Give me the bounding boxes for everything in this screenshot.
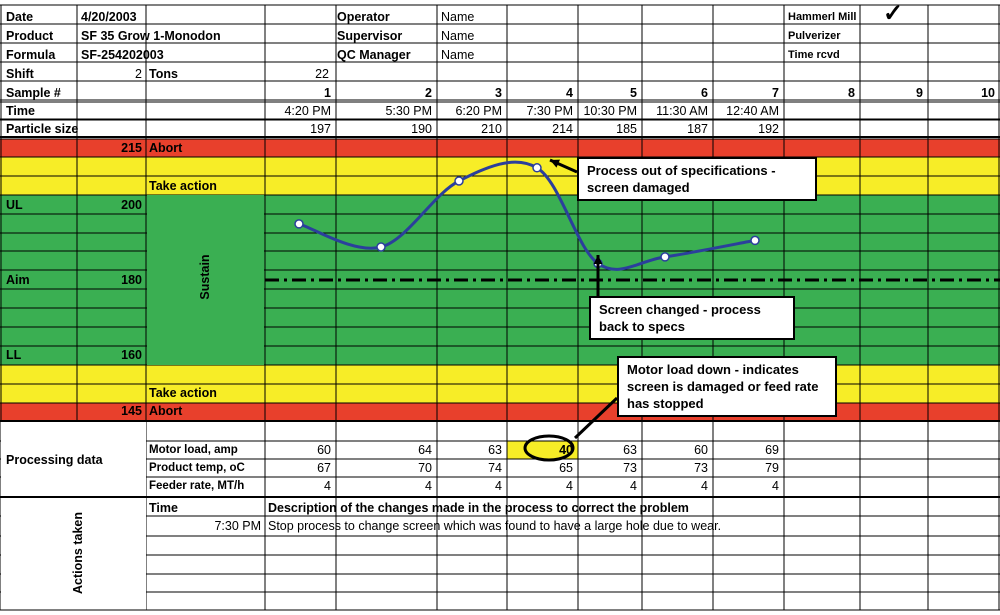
processing-value-cell: 4	[701, 479, 708, 493]
processing-value-cell: 63	[488, 443, 502, 457]
action-entry-time: 7:30 PM	[214, 519, 261, 533]
actions-time-header: Time	[149, 501, 178, 515]
supervisor-label: Supervisor	[337, 29, 403, 43]
time-row-label: Time	[6, 104, 35, 118]
processing-value-cell: 67	[317, 461, 331, 475]
aim-label: Aim	[6, 273, 30, 287]
sample-number-cell: 3	[495, 86, 502, 100]
data-point-3	[455, 177, 463, 185]
processing-value-cell: 79	[765, 461, 779, 475]
abort-lower-label: Abort	[149, 404, 183, 418]
sample-number-cell: 9	[916, 86, 923, 100]
sustain-label: Sustain	[198, 254, 212, 300]
actions-description-header: Description of the changes made in the process to correct the problem	[268, 501, 689, 515]
processing-row-label: Motor load, amp	[149, 444, 238, 456]
data-point-6	[661, 253, 669, 261]
tons-value: 22	[315, 67, 329, 81]
processing-value-cell: 60	[317, 443, 331, 457]
sample-number-cell: 1	[324, 86, 331, 100]
upper-limit-value: 200	[121, 198, 142, 212]
take-action-upper-label: Take action	[149, 179, 217, 193]
processing-value-cell: 4	[324, 479, 331, 493]
hammer-mill-label: Hammerl Mill	[788, 11, 857, 23]
out-of-spec-callout: Process out of specifications - screen damaged	[577, 157, 817, 201]
processing-row-label: Feeder rate, MT/h	[149, 480, 245, 492]
abort-lower-value: 145	[121, 404, 142, 418]
supervisor-value: Name	[441, 29, 475, 43]
operator-label: Operator	[337, 10, 390, 24]
processing-value-cell: 69	[765, 443, 779, 457]
processing-value-cell: 4	[566, 479, 573, 493]
date-label: Date	[6, 10, 34, 24]
data-point-2	[377, 243, 385, 251]
time-cell: 4:20 PM	[284, 104, 331, 118]
sample-number-cell: 5	[630, 86, 637, 100]
pulverizer-label: Pulverizer	[788, 30, 841, 42]
sample-number-cell: 2	[425, 86, 432, 100]
processing-value-cell: 64	[418, 443, 432, 457]
sample-number-cell: 7	[772, 86, 779, 100]
date-value: 4/20/2003	[81, 10, 137, 24]
screen-changed-callout: Screen changed - process back to specs	[589, 296, 795, 340]
abort-upper-value: 215	[121, 141, 142, 155]
processing-value-cell: 4	[495, 479, 502, 493]
actions-taken-title: Actions taken	[71, 512, 85, 594]
qc-manager-label: QC Manager	[337, 48, 411, 62]
data-point-1	[295, 220, 303, 228]
sample-number-cell: 10	[981, 86, 995, 100]
processing-value-cell: 73	[623, 461, 637, 475]
upper-limit-label: UL	[6, 198, 23, 212]
shift-label: Shift	[6, 67, 34, 81]
processing-data-title: Processing data	[6, 453, 103, 467]
sample-number-cell: 8	[848, 86, 855, 100]
action-entry-description: Stop process to change screen which was found to have a large hole due to wear.	[268, 519, 722, 533]
formula-value: SF-254202003	[81, 48, 164, 62]
processing-value-cell: 60	[694, 443, 708, 457]
processing-value-cell: 74	[488, 461, 502, 475]
time-cell: 11:30 AM	[656, 104, 708, 118]
operator-value: Name	[441, 10, 475, 24]
time-cell: 10:30 PM	[583, 104, 637, 118]
abort-upper-label: Abort	[149, 141, 183, 155]
data-point-7	[751, 236, 759, 244]
particle-size-cell: 214	[552, 122, 573, 136]
time-received-label: Time rcvd	[788, 49, 840, 61]
data-point-4	[533, 164, 541, 172]
aim-value: 180	[121, 273, 142, 287]
particle-size-label: Particle size	[6, 122, 79, 136]
processing-value-cell: 4	[630, 479, 637, 493]
processing-value-cell: 4	[425, 479, 432, 493]
particle-size-cell: 185	[616, 122, 637, 136]
time-cell: 12:40 AM	[726, 104, 779, 118]
product-value: SF 35 Grow 1-Monodon	[81, 29, 221, 43]
take-action-lower-label: Take action	[149, 386, 217, 400]
processing-value-cell: 73	[694, 461, 708, 475]
processing-row-label: Product temp, oC	[149, 462, 245, 474]
time-cell: 7:30 PM	[526, 104, 573, 118]
processing-value-cell: 63	[623, 443, 637, 457]
motor-load-callout: Motor load down - indicates screen is damaged or feed rate has stopped	[617, 356, 837, 417]
processing-value-cell: 70	[418, 461, 432, 475]
checkmark-icon: ✓	[883, 0, 904, 27]
time-cell: 6:20 PM	[455, 104, 502, 118]
time-cell: 5:30 PM	[385, 104, 432, 118]
lower-limit-label: LL	[6, 348, 22, 362]
particle-size-cell: 192	[758, 122, 779, 136]
qc-manager-value: Name	[441, 48, 475, 62]
shift-value: 2	[135, 67, 142, 81]
particle-size-cell: 187	[687, 122, 708, 136]
processing-value-cell: 40	[559, 443, 573, 457]
formula-label: Formula	[6, 48, 56, 62]
particle-size-cell: 197	[310, 122, 331, 136]
lower-limit-value: 160	[121, 348, 142, 362]
sample-number-cell: 6	[701, 86, 708, 100]
sample-number-label: Sample #	[6, 86, 61, 100]
tons-label: Tons	[149, 67, 178, 81]
particle-size-cell: 190	[411, 122, 432, 136]
processing-value-cell: 65	[559, 461, 573, 475]
processing-value-cell: 4	[772, 479, 779, 493]
particle-size-cell: 210	[481, 122, 502, 136]
product-label: Product	[6, 29, 54, 43]
sample-number-cell: 4	[566, 86, 573, 100]
